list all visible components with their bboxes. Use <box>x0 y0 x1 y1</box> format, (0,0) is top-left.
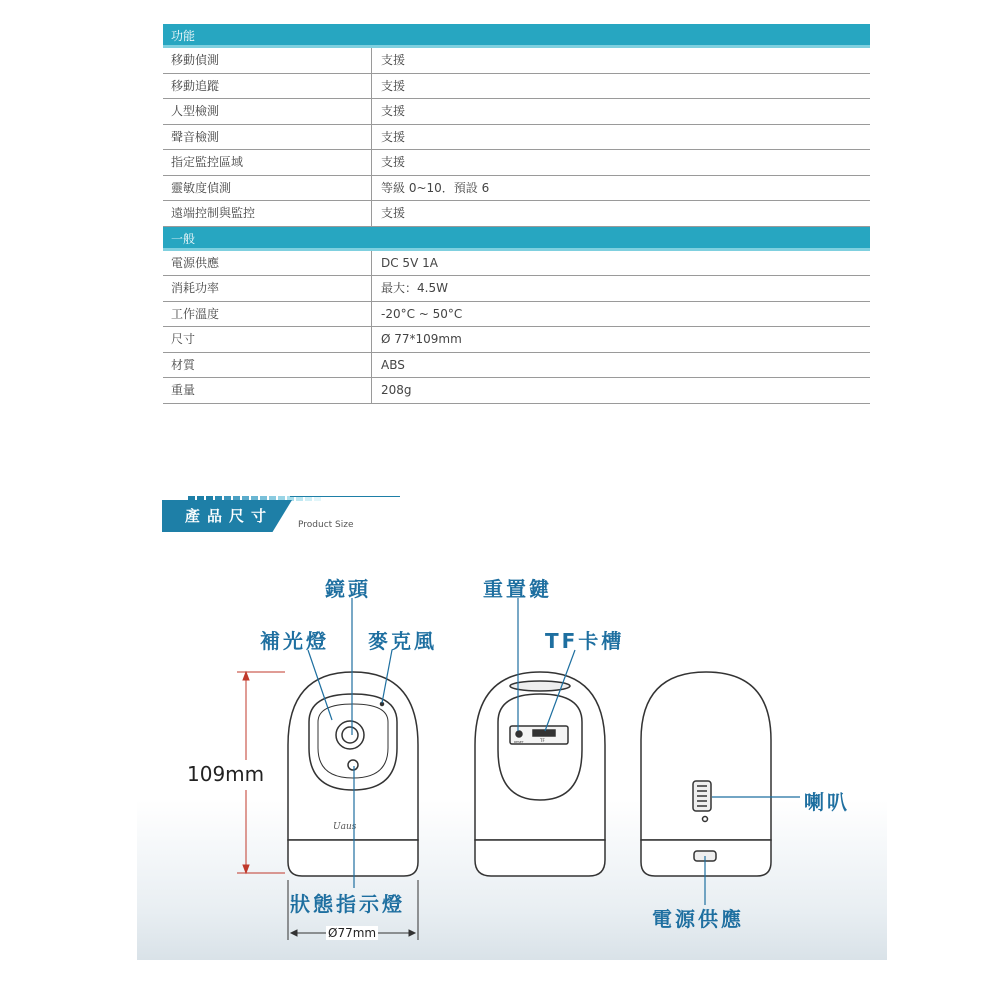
row-value: 支援 <box>381 104 406 118</box>
height-label: 109mm <box>187 762 265 786</box>
row-value: -20°C ~ 50°C <box>381 306 463 321</box>
row-value: 支援 <box>381 206 406 220</box>
label-mic: 麥克風 <box>368 629 437 653</box>
label-status-light: 狀態指示燈 <box>290 892 405 916</box>
row-key: 尺寸 <box>163 327 372 352</box>
row-value: 支援 <box>381 78 406 93</box>
row-key: 重量 <box>163 378 372 403</box>
row-key: 人型檢測 <box>163 99 372 124</box>
row-key: 指定監控區域 <box>163 150 372 175</box>
row-key: 遠端控制與監控 <box>163 201 372 226</box>
row-value: Ø 77*109mm <box>381 332 462 346</box>
label-fill-light: 補光燈 <box>260 629 329 653</box>
camera-front <box>288 672 418 876</box>
reset-tag: RESET <box>514 740 524 744</box>
row-key: 移動偵測 <box>163 48 372 73</box>
row-value: 支援 <box>381 129 406 144</box>
label-lens: 鏡頭 <box>325 577 371 601</box>
label-reset: 重置鍵 <box>483 577 552 601</box>
row-value: 最大：4.5W <box>381 281 448 295</box>
label-tf-slot: TF卡槽 <box>545 629 625 653</box>
section-header: 功能 <box>163 24 870 48</box>
section-header: 一般 <box>163 227 870 251</box>
label-power: 電源供應 <box>652 907 744 931</box>
camera-side <box>641 672 771 876</box>
row-value: 等級 0~10．預設 6 <box>381 180 490 195</box>
row-value: DC 5V 1A <box>381 255 438 270</box>
row-key: 移動追蹤 <box>163 74 372 99</box>
tf-tag: TF <box>540 738 545 743</box>
row-key: 聲音檢測 <box>163 125 372 150</box>
row-key: 消耗功率 <box>163 276 372 301</box>
product-size-title: 產品尺寸 <box>185 507 274 525</box>
camera-logo: Uaus <box>333 822 357 832</box>
camera-back <box>475 672 605 876</box>
row-value: 208g <box>381 383 412 397</box>
row-key: 靈敏度偵測 <box>163 176 372 201</box>
label-speaker: 喇叭 <box>804 790 850 814</box>
row-key: 電源供應 <box>163 251 372 276</box>
row-value: 支援 <box>381 155 406 169</box>
row-value: ABS <box>381 357 405 372</box>
product-size-subtitle: Product Size <box>298 520 354 530</box>
row-key: 工作溫度 <box>163 302 372 327</box>
row-key: 材質 <box>163 353 372 378</box>
row-value: 支援 <box>381 53 406 67</box>
diameter-label: Ø77mm <box>328 926 377 940</box>
